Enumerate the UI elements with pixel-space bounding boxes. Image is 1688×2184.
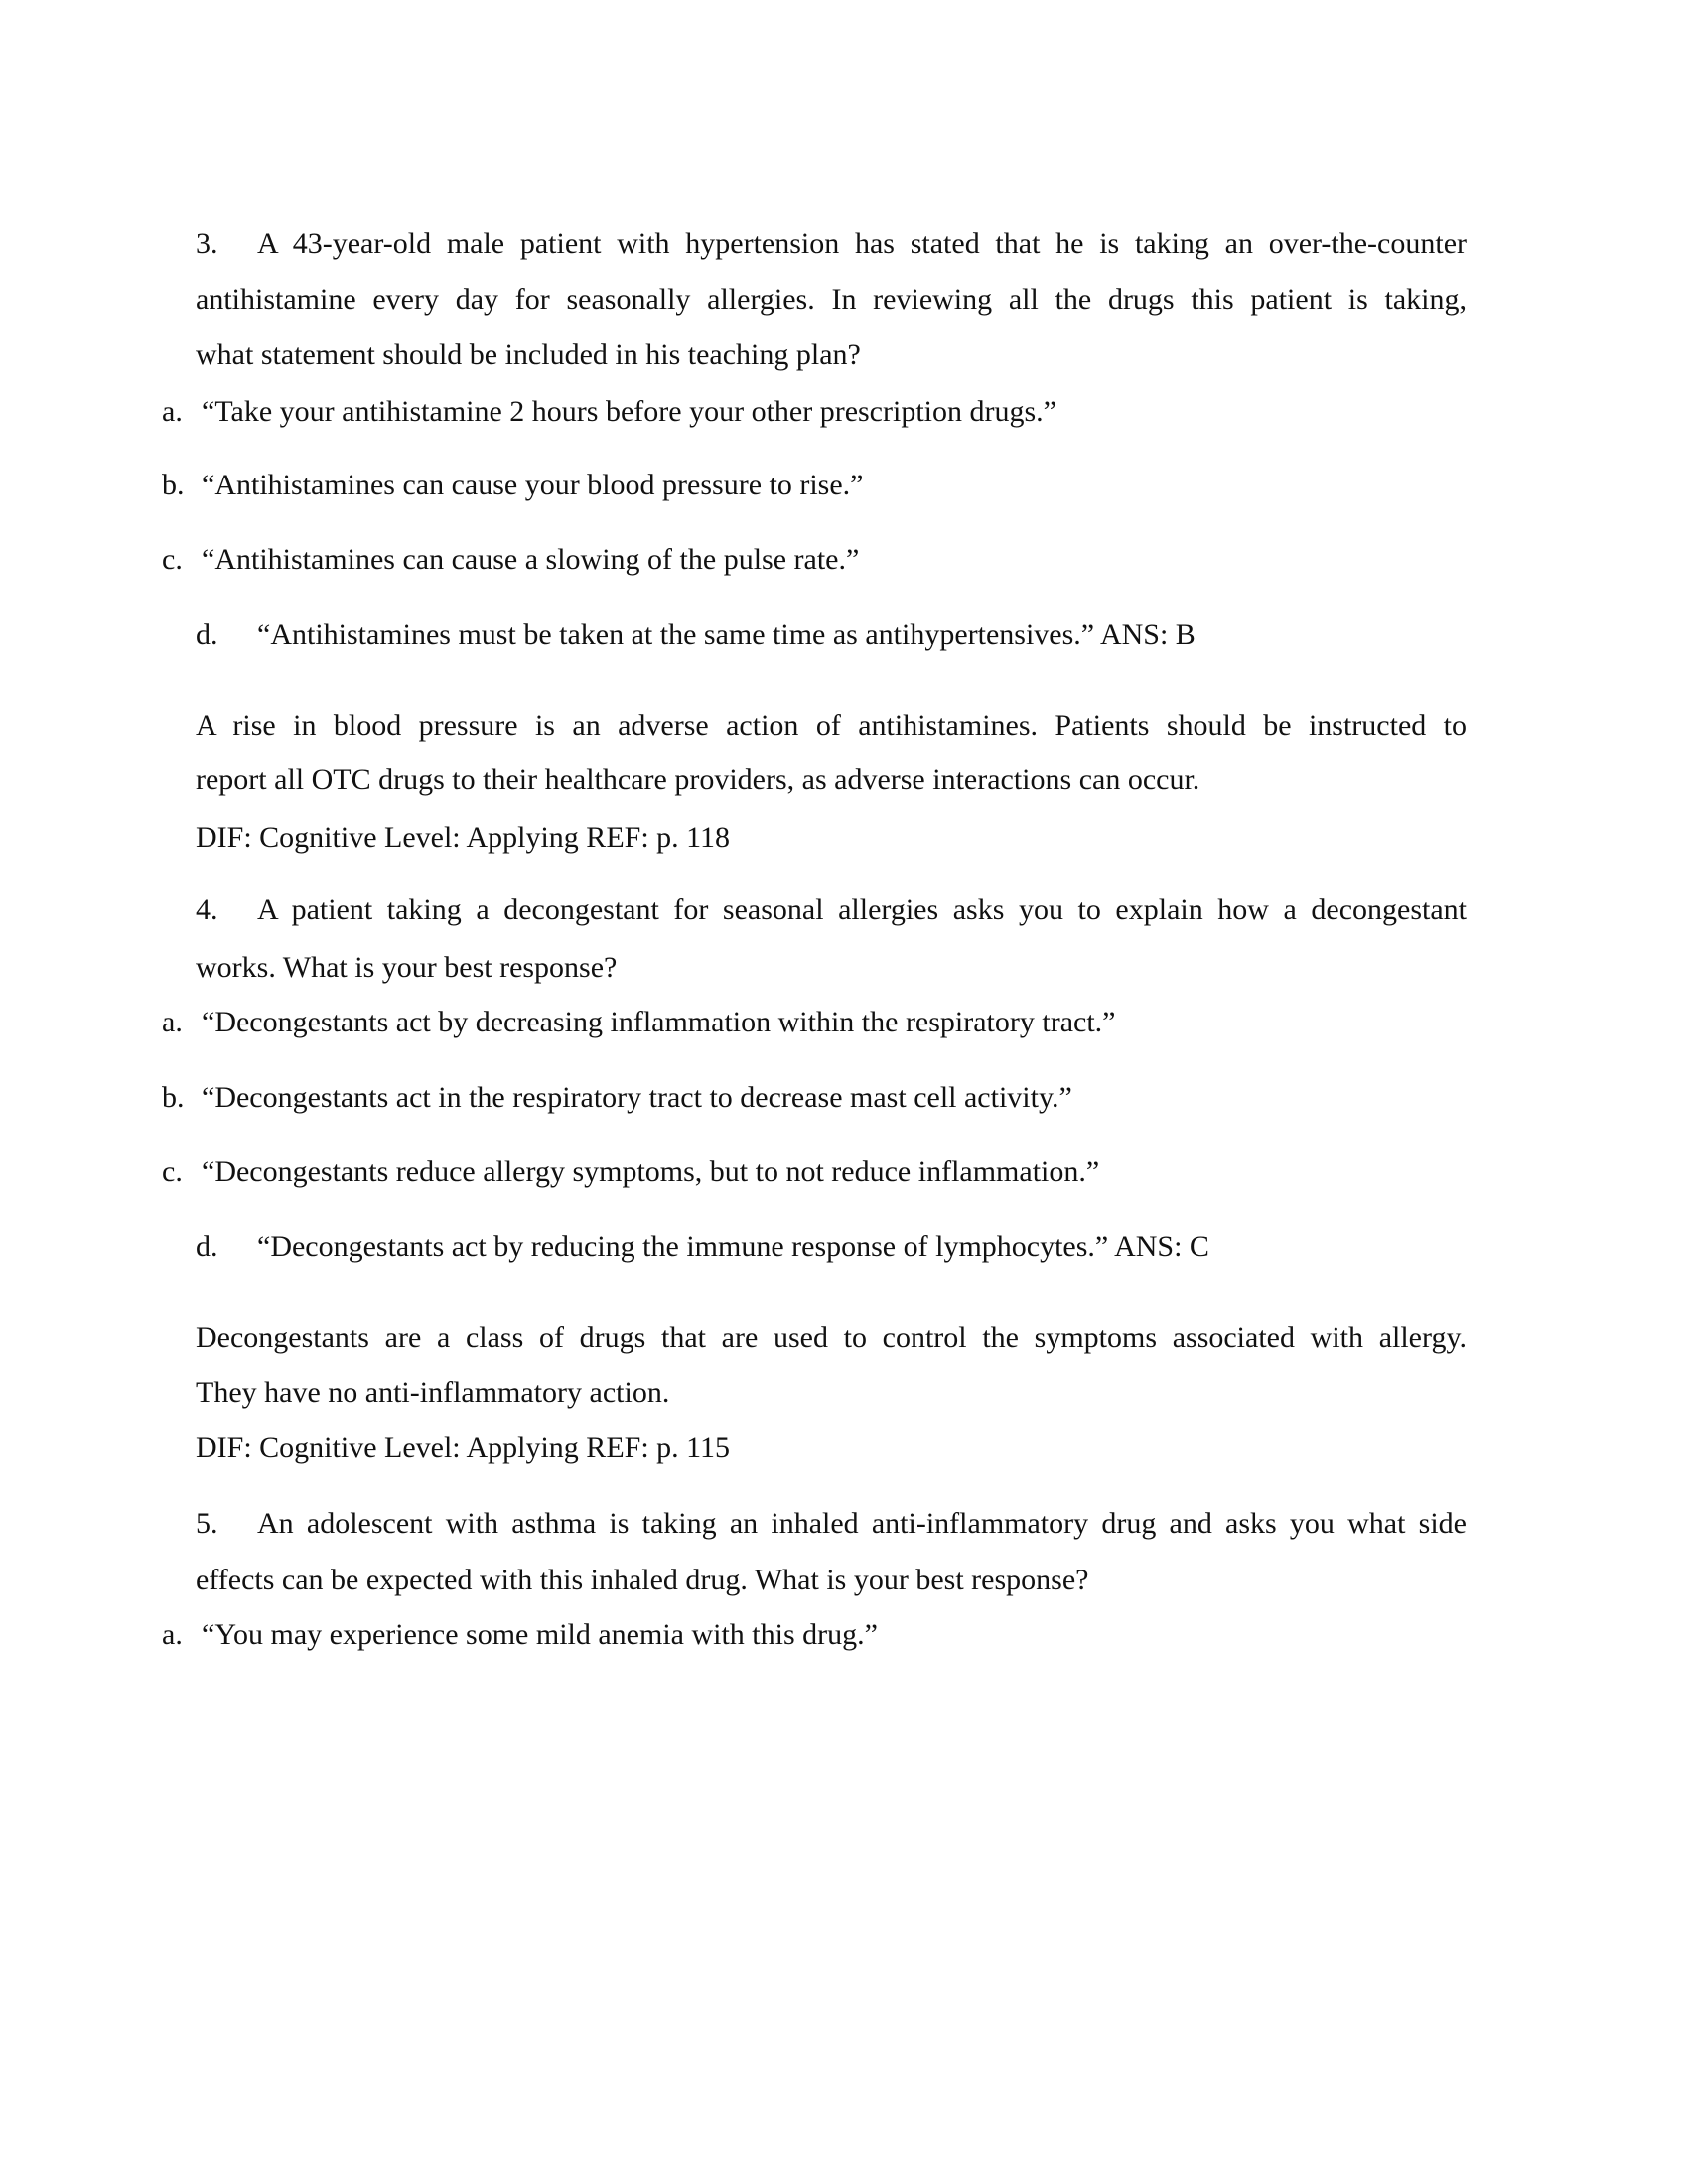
- option-label: d.: [196, 618, 218, 651]
- question-number: 3.: [196, 227, 218, 260]
- option-label: a.: [162, 395, 183, 428]
- question-stem-line: antihistamine every day for seasonally allergies. In reviewing all the drugs this patient is taking,: [196, 283, 1467, 316]
- option-text: “Decongestants reduce allergy symptoms, but to not reduce inflammation.”: [202, 1156, 1100, 1188]
- option-label: d.: [196, 1230, 218, 1263]
- option-label: b.: [162, 1081, 185, 1114]
- option-text: “Antihistamines must be taken at the same time as antihypertensives.” ANS: B: [257, 618, 1196, 651]
- option-label: a.: [162, 1618, 183, 1651]
- option-text: “Decongestants act in the respiratory tract to decrease mast cell activity.”: [202, 1081, 1072, 1114]
- question-stem-line: works. What is your best response?: [196, 951, 618, 984]
- option-label: c.: [162, 543, 183, 576]
- rationale-line: A rise in blood pressure is an adverse action of antihistamines. Patients should be instructed to: [196, 709, 1467, 742]
- question-number: 4.: [196, 893, 218, 926]
- question-meta: DIF: Cognitive Level: Applying REF: p. 115: [196, 1432, 731, 1464]
- question-stem-line: An adolescent with asthma is taking an inhaled anti-inflammatory drug and asks you what side: [257, 1507, 1467, 1540]
- option-text: “Antihistamines can cause a slowing of the pulse rate.”: [202, 543, 860, 576]
- option-label: b.: [162, 469, 185, 501]
- option-label: c.: [162, 1156, 183, 1188]
- option-text: “You may experience some mild anemia with this drug.”: [202, 1618, 878, 1651]
- question-meta: DIF: Cognitive Level: Applying REF: p. 118: [196, 821, 731, 854]
- question-stem-line: A patient taking a decongestant for seasonal allergies asks you to explain how a decongestant: [257, 893, 1467, 926]
- rationale-line: report all OTC drugs to their healthcare providers, as adverse interactions can occur.: [196, 763, 1200, 796]
- option-text: “Take your antihistamine 2 hours before your other prescription drugs.”: [202, 395, 1056, 428]
- option-text: “Decongestants act by reducing the immune response of lymphocytes.” ANS: C: [257, 1230, 1209, 1263]
- question-number: 5.: [196, 1507, 218, 1540]
- question-stem-line: A 43-year-old male patient with hypertension has stated that he is taking an over-the-counter: [257, 227, 1467, 260]
- option-text: “Decongestants act by decreasing inflammation within the respiratory tract.”: [202, 1006, 1116, 1038]
- question-stem-line: what statement should be included in his teaching plan?: [196, 339, 861, 371]
- question-stem-line: effects can be expected with this inhaled drug. What is your best response?: [196, 1564, 1089, 1596]
- rationale-line: Decongestants are a class of drugs that are used to control the symptoms associated with allergy.: [196, 1321, 1467, 1354]
- option-text: “Antihistamines can cause your blood pressure to rise.”: [202, 469, 864, 501]
- rationale-line: They have no anti-inflammatory action.: [196, 1376, 670, 1409]
- option-label: a.: [162, 1006, 183, 1038]
